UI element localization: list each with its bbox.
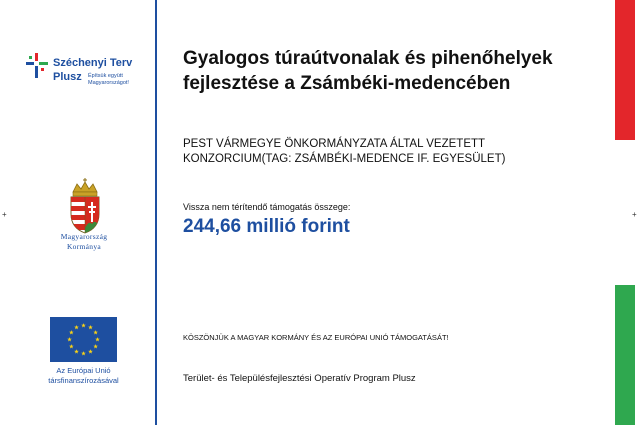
beneficiary-line2: KONZORCIUM(TAG: ZSÁMBÉKI-MEDENCE IF. EGYESÜLET) [183,153,506,165]
green-accent-bar [615,285,635,425]
vertical-divider [155,0,157,425]
beneficiary-text [183,137,603,167]
project-title-line1: Gyalogos túraútvonalak és pihenőhelyek [183,48,553,69]
government-label-line1: Magyarország [60,232,108,241]
eu-flag-icon [50,317,117,362]
crop-mark-left: + [2,210,7,219]
eu-label-line1: Az Európai Unió [56,366,111,375]
government-label-line2: Kormánya [66,242,102,251]
szechenyi-tagline-line1: Építsük együtt [88,73,123,79]
funding-label: Vissza nem térítendő támogatás összege: [183,202,351,212]
government-label [34,232,134,252]
red-accent-bar [615,0,635,140]
eu-cofinancing-label [25,366,142,386]
eu-label-line2: társfinanszírozásával [48,376,119,385]
szechenyi-name: Széchenyi Terv [53,57,133,69]
szechenyi-tagline [88,73,129,87]
crop-mark-right: + [632,210,637,219]
szechenyi-terv-logo [25,52,155,102]
program-name: Terület- és Településfejlesztési Operatív Program Plusz [183,373,416,384]
funding-amount: 244,66 millió forint [183,216,350,237]
szechenyi-plus: Plusz [53,71,82,83]
project-title [183,46,603,96]
beneficiary-line1: PEST VÁRMEGYE ÖNKORMÁNYZATA ÁLTAL VEZETETT [183,138,486,150]
coat-of-arms-icon [55,178,115,234]
szechenyi-cross-icon [25,52,51,80]
project-title-line2: fejlesztése a Zsámbéki-medencében [183,73,511,94]
thanks-text: KÖSZÖNJÜK A MAGYAR KORMÁNY ÉS AZ EURÓPAI UNIÓ TÁMOGATÁSÁT! [183,333,449,342]
szechenyi-tagline-line2: Magyarországot! [88,80,129,86]
